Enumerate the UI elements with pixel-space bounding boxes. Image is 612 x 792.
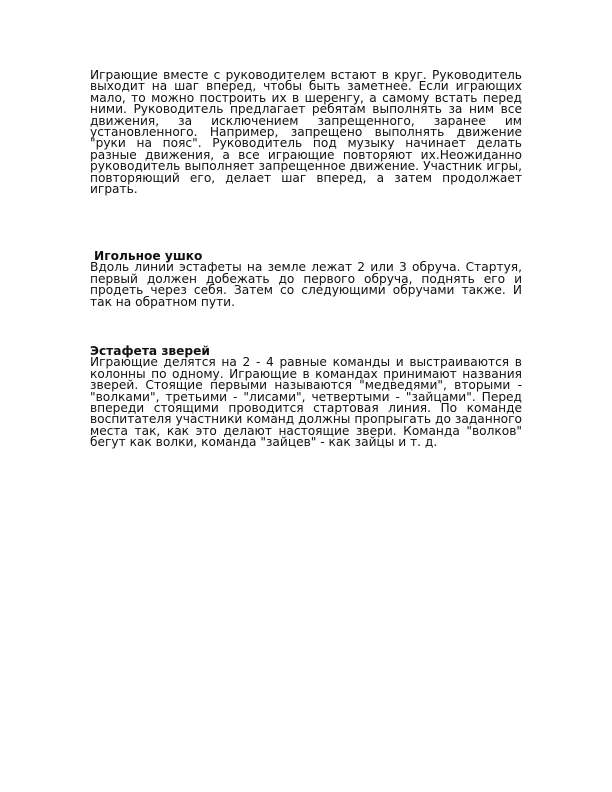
section-heading: Эстафета зверей [90,344,210,358]
section-paragraph: Играющие делятся на 2 - 4 равные команды и выстраиваются в колонны по одному. Играющие в командах принимают названия зверей. Стоящие первыми называются "медведями", вторыми - "волками", третьими - "лисами", четвертыми - "зайцами". Перед впереди стоящими проводится стартовая линия. По команде воспитателя участники команд должны пропрыгать до заданного места так, как это делают настоящие звери. Команда "волков" бегут как волки, команда "зайцев" - как зайцы и т. д. [90,355,522,450]
section-estafeta-zverey [90,346,522,449]
intro-section [90,70,522,195]
section-igolnoe-ushko [90,251,522,308]
section-heading: Игольное ушко [94,249,203,263]
intro-paragraph: Играющие вместе с руководителем встают в круг. Руководитель выходит на шаг вперед, чтобы быть заметнее. Если играющих мало, то можно построить их в шеренгу, а самому встать перед ними. Руководитель предлагает ребятам выполнять за ним все движения, за исключением запрещенного, заранее им установленного. Например, запрещено выполнять движение "руки на пояс". Руководитель под музыку начинает делать разные движения, а все играющие повторяют их.Неожиданно руководитель выполняет запрещенное движение. Участник игры, повторяющий его, делает шаг вперед, а затем продолжает играть. [90,68,522,197]
section-paragraph: Вдоль линии эстафеты на земле лежат 2 или 3 обруча. Стартуя, первый должен добежать до первого обруча, поднять его и продеть через себя. Затем со следующими обручами также. И так на обратном пути. [90,260,522,309]
